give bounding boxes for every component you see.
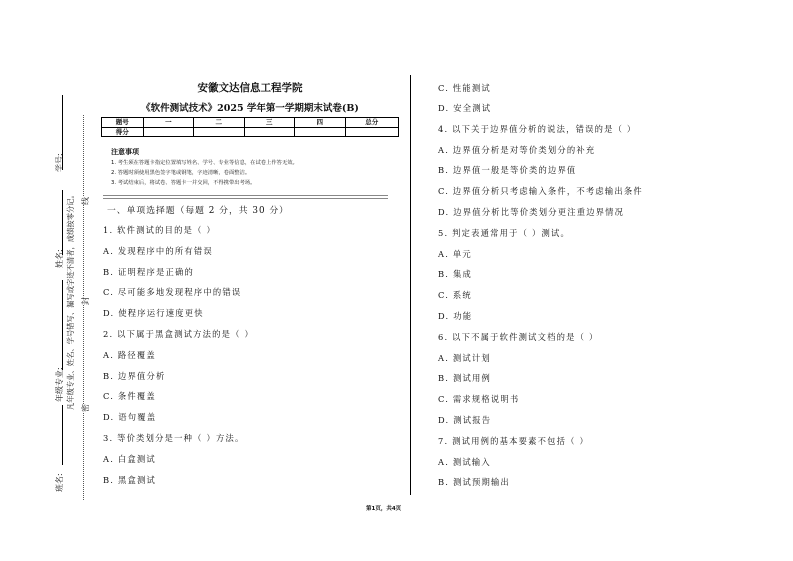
score-row-label: 得分: [102, 127, 144, 137]
notice-item: 2. 答题时须使用黑色签字笔或钢笔，字迹清晰，卷面整洁。: [111, 170, 251, 176]
question-line: A. 边界值分析是对等价类划分的补充: [438, 145, 596, 155]
question-line: C. 系统: [438, 290, 472, 300]
question-line: B. 测试用例: [438, 373, 491, 383]
binding-dotted-line: [83, 115, 84, 500]
score-col-4: 四: [295, 118, 345, 128]
question-line: C. 尽可能多地发现程序中的错误: [103, 287, 242, 297]
seal-char-xian: 线: [81, 197, 90, 205]
question-line: B. 边界值分析: [103, 371, 166, 381]
field-label-major: 年级专业:: [55, 367, 64, 402]
page-number: 第1页，共4页: [366, 506, 402, 512]
binding-warning-text: 凡年级专业、姓名、学号错写、漏写或字迹不清者，成绩按零分记。: [66, 191, 75, 410]
binding-solid-line-bottom: [62, 405, 63, 465]
question-line: C. 需求规格说明书: [438, 394, 520, 404]
question-line: 4. 以下关于边界值分析的说法，错误的是（ ）: [438, 124, 637, 134]
question-line: D. 安全测试: [438, 103, 492, 113]
question-line: 7. 测试用例的基本要素不包括（ ）: [438, 436, 589, 446]
question-line: 3. 等价类划分是一种（ ）方法。: [103, 433, 245, 443]
notice-item: 1. 考生须在答题卡指定位置填写姓名、学号、专业等信息，在试卷上作答无效。: [111, 160, 298, 166]
column-divider: [410, 75, 411, 495]
score-cell: [345, 127, 398, 137]
question-line: B. 黑盒测试: [103, 475, 156, 485]
school-name: 安徽文达信息工程学院: [197, 82, 303, 94]
question-line: A. 路径覆盖: [103, 350, 156, 360]
field-label-class: 班名:: [55, 473, 64, 492]
score-col-label: 题号: [102, 118, 144, 128]
question-line: A. 白盒测试: [103, 454, 156, 464]
score-table-score-row: [102, 127, 399, 137]
notice-title: 注意事项: [111, 148, 139, 156]
question-line: D. 测试报告: [438, 415, 492, 425]
binding-solid-line-lower: [62, 280, 63, 370]
section-title: 一、单项选择题（每题 2 分，共 30 分）: [107, 206, 289, 216]
question-line: 6. 以下不属于软件测试文档的是（ ）: [438, 332, 599, 342]
question-line: A. 单元: [438, 249, 472, 259]
question-line: 1. 软件测试的目的是（ ）: [103, 225, 216, 235]
question-line: 2. 以下属于黑盒测试方法的是（ ）: [103, 329, 254, 339]
question-line: B. 边界值一般是等价类的边界值: [438, 165, 577, 175]
score-cell: [143, 127, 193, 137]
seal-char-mi: 密: [81, 404, 90, 412]
score-cell: [244, 127, 294, 137]
question-line: C. 条件覆盖: [103, 391, 156, 401]
score-col-total: 总分: [345, 118, 398, 128]
section-divider: [103, 195, 388, 199]
score-table: [101, 117, 399, 137]
score-cell: [194, 127, 244, 137]
question-line: A. 发现程序中的所有错误: [103, 246, 213, 256]
binding-solid-line-mid: [62, 190, 63, 255]
question-line: B. 测试预期输出: [438, 477, 510, 487]
question-line: C. 边界值分析只考虑输入条件，不考虑输出条件: [438, 186, 643, 196]
score-col-2: 二: [194, 118, 244, 128]
notice-item: 3. 考试结束后，将试卷、答题卡一并交回，不得携带出考场。: [111, 180, 256, 186]
question-line: 5. 判定表通常用于（ ）测试。: [438, 228, 570, 238]
score-col-1: 一: [143, 118, 193, 128]
score-cell: [295, 127, 345, 137]
question-line: D. 功能: [438, 311, 473, 321]
question-line: A. 测试计划: [438, 353, 491, 363]
question-line: C. 性能测试: [438, 83, 491, 93]
field-label-student-id: 学号:: [55, 153, 64, 172]
question-line: D. 边界值分析比等价类划分更注重边界情况: [438, 207, 625, 217]
question-line: B. 证明程序是正确的: [103, 267, 194, 277]
seal-char-feng: 封: [81, 297, 90, 305]
question-line: A. 测试输入: [438, 457, 491, 467]
question-line: B. 集成: [438, 269, 472, 279]
score-col-3: 三: [244, 118, 294, 128]
question-line: D. 语句覆盖: [103, 412, 157, 422]
exam-title: 《软件测试技术》2025 学年第一学期期末试卷(B): [141, 103, 359, 114]
question-line: D. 使程序运行速度更快: [103, 308, 204, 318]
field-label-name: 姓名:: [55, 249, 64, 268]
score-table-header-row: [102, 118, 399, 128]
